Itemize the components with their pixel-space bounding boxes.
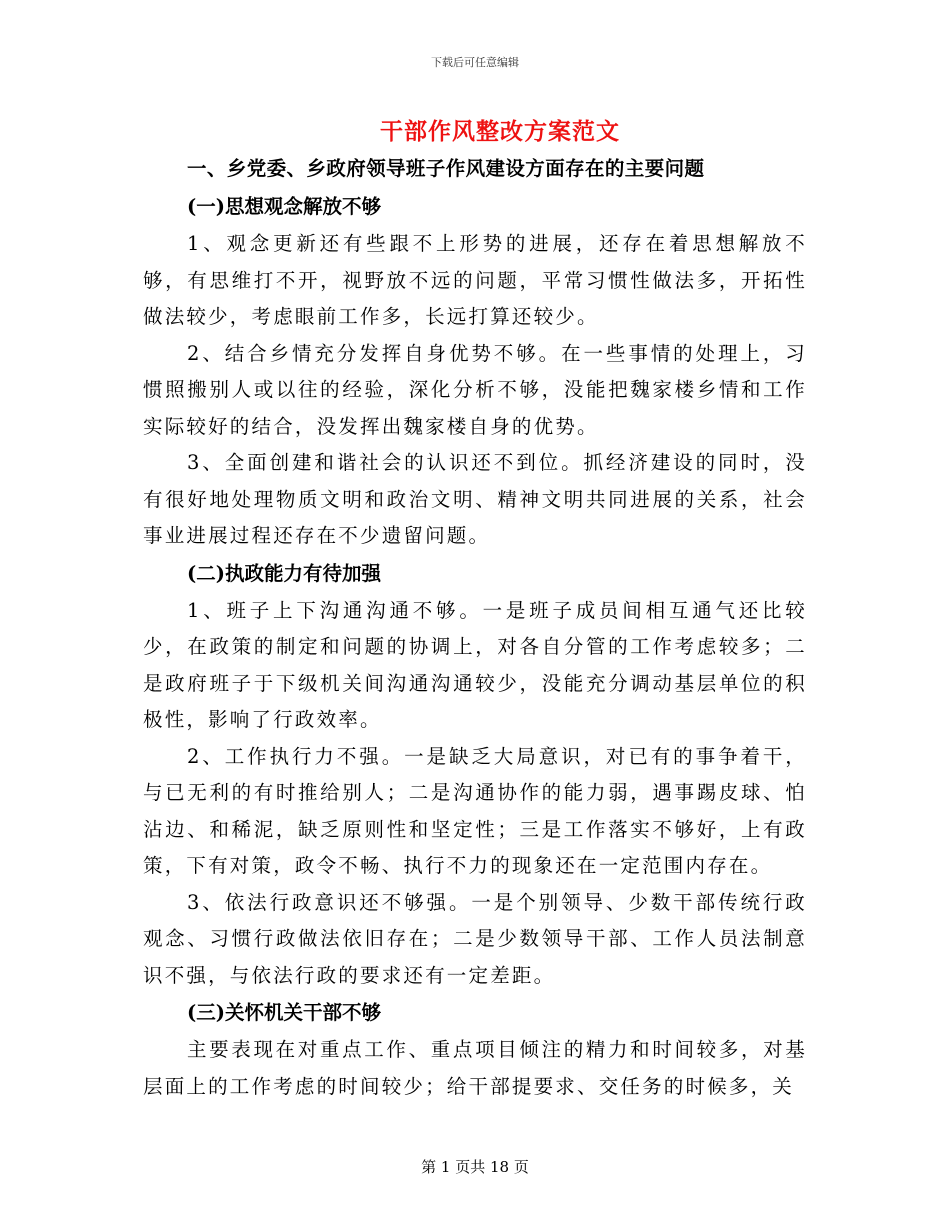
paragraph: 3、依法行政意识还不够强。一是个别领导、少数干部传统行政观念、习惯行政做法依旧存在；二是少数领导干部、工作人员法制意识不强，与依法行政的要求还有一定差距。 — [143, 890, 807, 987]
paragraph: 1、观念更新还有些跟不上形势的进展，还存在着思想解放不够，有思维打不开，视野放不远的问题，平常习惯性做法多，开拓性做法较少，考虑眼前工作多，长远打算还较少。 — [143, 232, 807, 328]
paragraph: 3、全面创建和谐社会的认识还不到位。抓经济建设的同时，没有很好地处理物质文明和政治文明、精神文明共同进展的关系，社会事业进展过程还存在不少遗留问题。 — [143, 451, 807, 547]
document-body — [143, 150, 807, 1105]
paragraph: 2、工作执行力不强。一是缺乏大局意识，对已有的事争着干，与已无利的有时推给别人；二是沟通协作的能力弱，遇事踢皮球、怕沾边、和稀泥，缺乏原则性和坚定性；三是工作落实不够好，上有政策，下有对策，政令不畅、执行不力的现象还在一定范围内存在。 — [143, 744, 807, 877]
subsection-heading-2: (二)执政能力有待加强 — [187, 561, 381, 585]
paragraph: 主要表现在对重点工作、重点项目倾注的精力和时间较多，对基层面上的工作考虑的时间较少；给干部提要求、交任务的时候多，关 — [143, 1038, 807, 1098]
section-heading-1: 一、乡党委、乡政府领导班子作风建设方面存在的主要问题 — [187, 157, 705, 180]
paragraph: 2、结合乡情充分发挥自身优势不够。在一些事情的处理上，习惯照搬别人或以往的经验，深化分析不够，没能把魏家楼乡情和工作实际较好的结合，没发挥出魏家楼自身的优势。 — [143, 341, 807, 438]
subsection-heading-1: (一)思想观念解放不够 — [187, 195, 381, 218]
subsection-heading-3: (三)关怀机关干部不够 — [187, 1001, 381, 1024]
document-title: 干部作风整改方案范文 — [380, 118, 620, 145]
page-indicator: 第 1 页共 18 页 — [421, 1158, 529, 1176]
paragraph: 1、班子上下沟通沟通不够。一是班子成员间相互通气还比较少，在政策的制定和问题的协调上，对各自分管的工作考虑较多；二是政府班子于下级机关间沟通沟通较少，没能充分调动基层单位的积极性，影响了行政效率。 — [143, 598, 807, 731]
header-note: 下载后可任意编辑 — [431, 56, 519, 69]
